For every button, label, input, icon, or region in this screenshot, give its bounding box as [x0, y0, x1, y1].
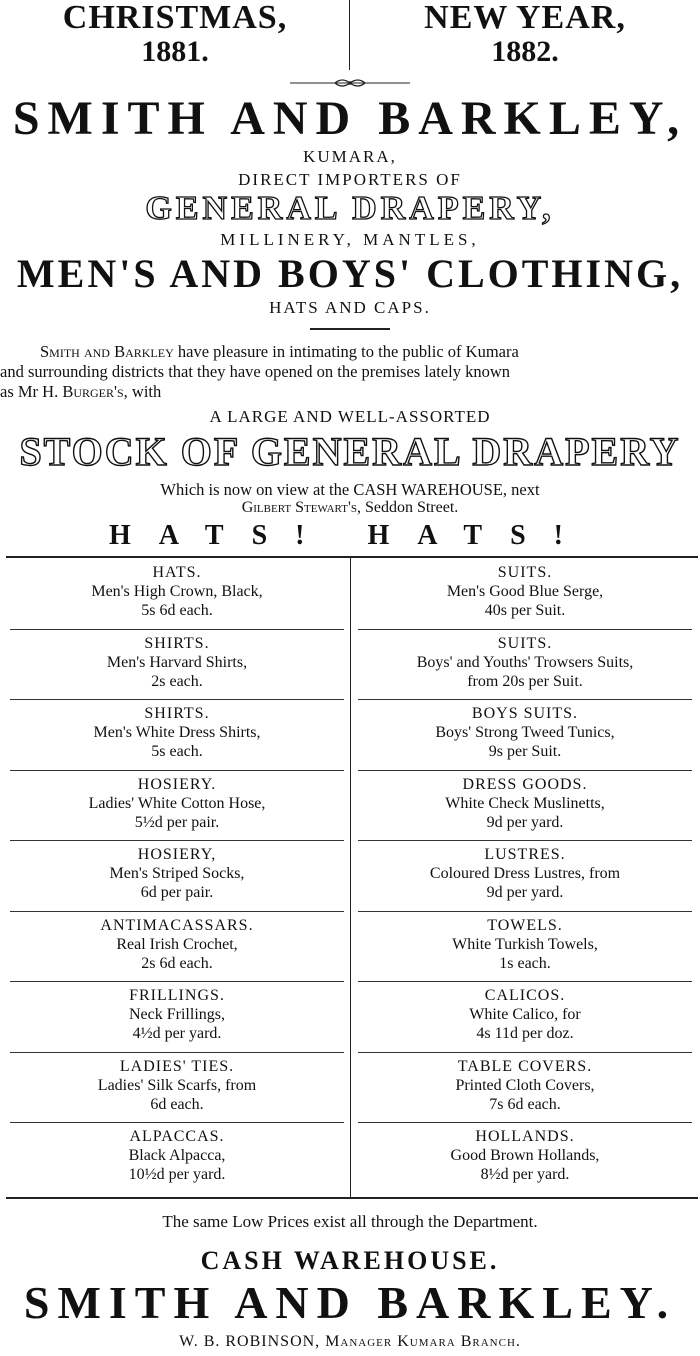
- table-cell: [356, 986, 694, 1043]
- item-price: 2s 6d each.: [141, 954, 213, 972]
- row-divider: [10, 981, 344, 982]
- millinery-line: MILLINERY, MANTLES,: [220, 230, 480, 249]
- intro-paragraph: [0, 342, 700, 402]
- item-price: 8½d per yard.: [480, 1166, 570, 1183]
- mens-clothing-heading: MEN'S AND BOYS' CLOTHING,: [16, 251, 684, 296]
- row-divider: [10, 699, 344, 700]
- row-divider: [358, 1122, 692, 1123]
- row-divider: [10, 1122, 344, 1123]
- item-price: 2s each.: [151, 672, 203, 690]
- table-cell: [356, 916, 694, 973]
- manager-name: W. B. ROBINSON,: [179, 1333, 326, 1350]
- table-top-rule: [6, 556, 698, 558]
- item-desc: Men's White Dress Shirts,: [93, 724, 261, 741]
- item-desc: Good Brown Hollands,: [450, 1147, 600, 1164]
- item-cat: CALICOS.: [484, 987, 566, 1004]
- item-cat: LADIES' TIES.: [119, 1057, 235, 1075]
- item-desc: Boys' Strong Tweed Tunics,: [435, 724, 615, 741]
- row-divider: [10, 840, 344, 841]
- item-cat: HATS.: [152, 564, 202, 581]
- item-desc: Coloured Dress Lustres, from: [429, 865, 621, 882]
- table-cell: [356, 704, 694, 761]
- hats-banner: HATS! HATS!: [109, 520, 591, 551]
- item-price: 5½d per pair.: [134, 813, 220, 831]
- row-divider: [10, 629, 344, 630]
- intro-name: Burger's: [62, 382, 124, 401]
- item-cat: HOSIERY.: [137, 775, 217, 793]
- table-bottom-rule: [6, 1197, 698, 1199]
- header-divider: [349, 0, 350, 70]
- row-divider: [10, 770, 344, 771]
- importers-line: DIRECT IMPORTERS OF: [238, 170, 462, 189]
- item-cat: HOLLANDS.: [475, 1128, 575, 1145]
- table-cell: [356, 634, 694, 691]
- item-cat: LUSTRES.: [484, 846, 566, 863]
- row-divider: [10, 911, 344, 912]
- low-prices-line: The same Low Prices exist all through the Department.: [162, 1212, 538, 1231]
- general-drapery-heading: GENERAL DRAPERY,: [145, 190, 555, 227]
- table-cell: [8, 1057, 346, 1114]
- intro-line-1: [0, 342, 700, 362]
- short-rule: [310, 328, 390, 330]
- address-name: Gilbert Stewart's: [241, 499, 357, 516]
- table-cell: [8, 845, 346, 902]
- row-divider: [358, 911, 692, 912]
- new-year-label: NEW YEAR,: [424, 0, 626, 36]
- firm-name: SMITH AND BARKLEY,: [12, 92, 688, 145]
- footer-firm-name: SMITH AND BARKLEY.: [23, 1277, 677, 1328]
- item-desc: White Turkish Towels,: [452, 935, 598, 953]
- item-price: 10½d per yard.: [128, 1166, 226, 1183]
- ornament-divider-icon: [290, 76, 410, 90]
- item-cat: TABLE COVERS.: [457, 1057, 593, 1075]
- price-table: [6, 556, 698, 1199]
- table-cell: [8, 775, 346, 832]
- item-cat: SHIRTS.: [144, 705, 210, 722]
- item-price: from 20s per Suit.: [467, 672, 583, 690]
- row-divider: [358, 629, 692, 630]
- item-price: 4s 11d per doz.: [476, 1025, 574, 1042]
- item-cat: SUITS.: [497, 634, 553, 652]
- manager-line: [0, 1333, 700, 1351]
- item-price: 6d each.: [150, 1095, 204, 1113]
- large-stock-text: A LARGE AND WELL-ASSORTED: [209, 407, 491, 426]
- stock-banner: STOCK OF GENERAL DRAPERY: [0, 428, 700, 475]
- item-price: 6d per pair.: [140, 884, 214, 901]
- item-price: 7s 6d each.: [489, 1095, 561, 1113]
- table-cell: [8, 1127, 346, 1184]
- table-cell: [8, 916, 346, 973]
- item-price: 9d per yard.: [486, 813, 564, 831]
- intro-line-3: [0, 382, 700, 402]
- intro-line3-b: , with: [123, 382, 162, 401]
- item-desc: Real Irish Crochet,: [116, 935, 238, 953]
- item-cat: ANTIMACASSARS.: [100, 916, 254, 934]
- christmas-label: CHRISTMAS,: [62, 0, 288, 36]
- item-desc: Black Alpacca,: [128, 1147, 226, 1164]
- item-cat: SHIRTS.: [144, 634, 210, 652]
- item-price: 1s each.: [499, 954, 551, 972]
- item-cat: DRESS GOODS.: [462, 775, 588, 793]
- intro-line1-text: have pleasure in intimating to the public of Kumara: [173, 342, 519, 361]
- row-divider: [358, 981, 692, 982]
- table-cell: [356, 775, 694, 832]
- item-cat: SUITS.: [497, 564, 553, 581]
- table-cell: [356, 1127, 694, 1184]
- christmas-year: 1881.: [141, 35, 209, 68]
- christmas-heading: [0, 0, 350, 68]
- new-year-year: 1882.: [491, 35, 559, 68]
- item-desc: White Check Muslinetts,: [445, 794, 605, 812]
- intro-line3-a: as Mr H.: [0, 382, 63, 401]
- row-divider: [358, 1052, 692, 1053]
- table-cell: [8, 634, 346, 691]
- item-desc: Men's High Crown, Black,: [91, 583, 263, 600]
- table-cell: [8, 563, 346, 620]
- item-price: 40s per Suit.: [484, 602, 566, 619]
- table-center-rule: [350, 556, 351, 1199]
- date-header: [0, 0, 700, 70]
- item-desc: Men's Harvard Shirts,: [106, 653, 248, 671]
- item-desc: Men's Striped Socks,: [109, 865, 245, 882]
- item-desc: Boys' and Youths' Trowsers Suits,: [416, 653, 634, 671]
- item-price: 5s 6d each.: [141, 602, 213, 619]
- item-desc: Ladies' White Cotton Hose,: [88, 794, 266, 812]
- item-desc: Men's Good Blue Serge,: [446, 583, 604, 600]
- manager-title: Manager Kumara Branch.: [325, 1333, 521, 1350]
- item-cat: HOSIERY,: [137, 846, 217, 863]
- item-cat: TOWELS.: [487, 916, 563, 934]
- row-divider: [358, 699, 692, 700]
- on-view-line: Which is now on view at the CASH WAREHOUSE, next: [160, 480, 540, 499]
- hats-caps-line: HATS AND CAPS.: [269, 298, 431, 317]
- table-cell: [356, 563, 694, 620]
- table-cell: [8, 986, 346, 1043]
- item-desc: Ladies' Silk Scarfs, from: [97, 1076, 257, 1094]
- intro-firm: Smith and Barkley: [40, 342, 174, 361]
- cash-warehouse-heading: CASH WAREHOUSE.: [200, 1246, 500, 1275]
- item-price: 4½d per yard.: [132, 1025, 222, 1042]
- item-price: 5s each.: [151, 743, 203, 760]
- row-divider: [358, 770, 692, 771]
- item-cat: FRILLINGS.: [129, 987, 225, 1004]
- row-divider: [10, 1052, 344, 1053]
- item-desc: Neck Frillings,: [129, 1006, 225, 1023]
- item-cat: BOYS SUITS.: [471, 705, 579, 722]
- table-cell: [356, 1057, 694, 1114]
- item-price: 9d per yard.: [486, 884, 564, 901]
- address-street: , Seddon Street.: [356, 499, 459, 516]
- table-cell: [8, 704, 346, 761]
- intro-line-2: and surrounding districts that they have opened on the premises lately known: [0, 362, 511, 381]
- table-cell: [356, 845, 694, 902]
- address-line: [0, 499, 700, 517]
- location: KUMARA,: [303, 147, 397, 166]
- new-year-heading: [350, 0, 700, 68]
- item-desc: White Calico, for: [469, 1006, 581, 1023]
- item-price: 9s per Suit.: [488, 743, 562, 760]
- item-cat: ALPACCAS.: [129, 1128, 225, 1145]
- large-stock-line: [0, 407, 700, 427]
- row-divider: [358, 840, 692, 841]
- item-desc: Printed Cloth Covers,: [455, 1076, 595, 1094]
